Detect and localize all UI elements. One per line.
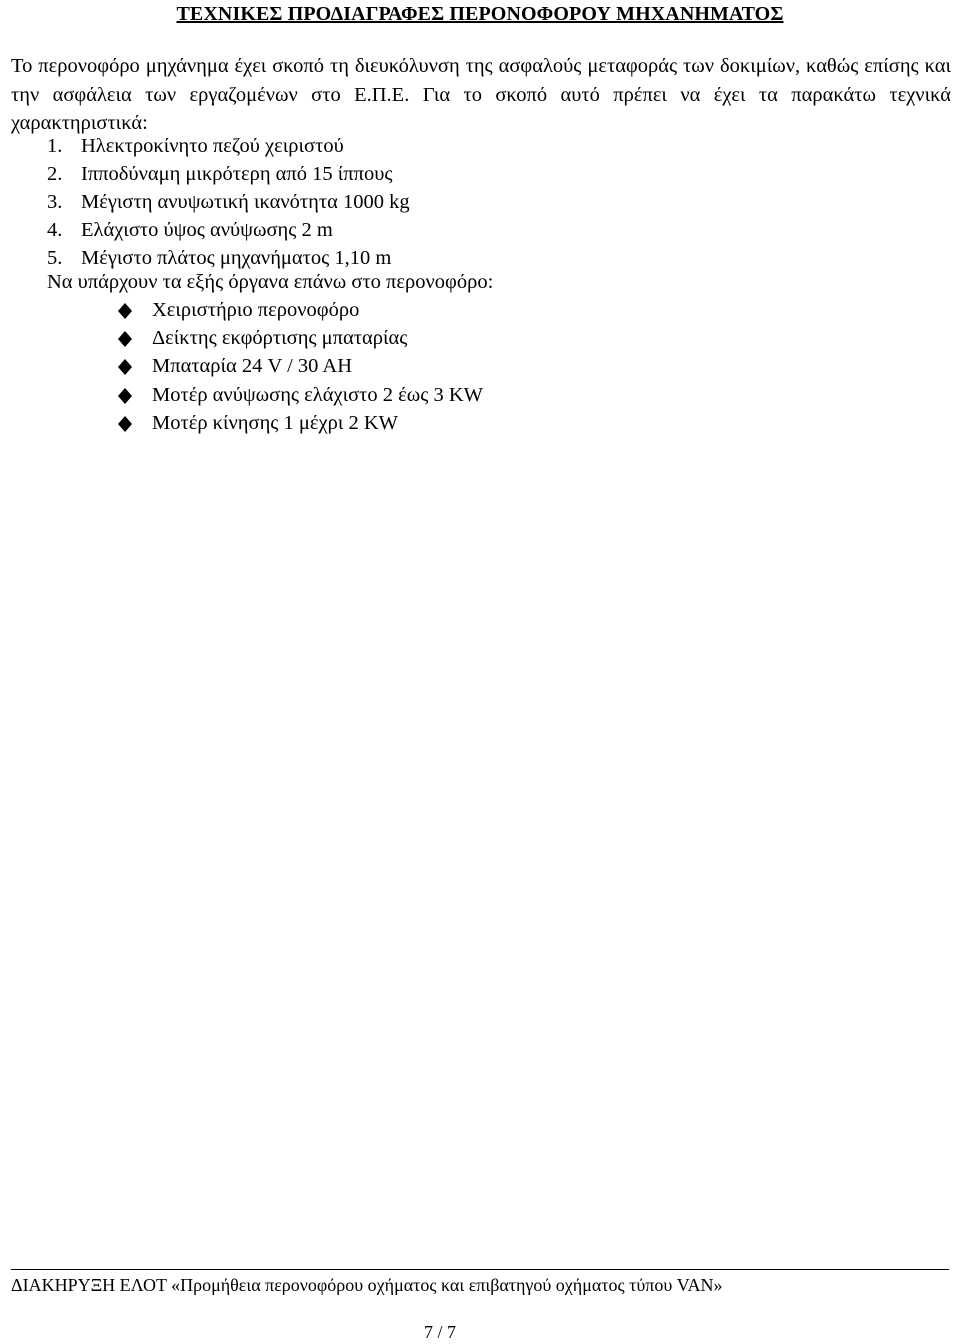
- diamond-bullet-icon: [118, 331, 132, 347]
- item-text: Μέγιστη ανυψωτική ικανότητα 1000 kg: [81, 191, 410, 213]
- diamond-bullet-icon: [118, 388, 132, 404]
- list-item: [47, 160, 410, 188]
- item-number: 1.: [47, 135, 63, 157]
- intro-paragraph: Το περονοφόρο μηχάνημα έχει σκοπό τη διευκόλυνση της ασφαλούς μεταφοράς των δοκιμίων, καθώς επίσης και την ασφάλεια των εργαζομένων στο Ε.Π.Ε. Για το σκοπό αυτό πρέπει να έχει τα παρακάτω τεχνικά χαρακτηριστικά:: [11, 55, 951, 134]
- item-text: Μπαταρία 24 V / 30 AH: [152, 355, 353, 378]
- item-number: 2.: [47, 163, 63, 185]
- item-text: Μέγιστο πλάτος μηχανήματος 1,10 m: [81, 247, 392, 269]
- item-text: Μοτέρ κίνησης 1 μέχρι 2 KW: [152, 411, 398, 434]
- document-title: ΤΕΧΝΙΚΕΣ ΠΡΟΔΙΑΓΡΑΦΕΣ ΠΕΡΟΝΟΦΟΡΟΥ ΜΗΧΑΝΗΜΑΤΟΣ: [176, 3, 784, 25]
- item-text: Μοτέρ ανύψωσης ελάχιστο 2 έως 3 KW: [152, 383, 483, 406]
- item-text: Ελάχιστο ύψος ανύψωσης 2 m: [81, 219, 333, 241]
- item-number: 4.: [47, 219, 63, 241]
- item-text: Ηλεκτροκίνητο πεζού χειριστού: [81, 135, 344, 157]
- footer-text: ΔΙΑΚΗΡΥΞΗ ΕΛΟΤ «Προμήθεια περονοφόρου οχήματος και επιβατηγού οχήματος τύπου VAN»: [11, 1275, 723, 1295]
- item-text: Χειριστήριο περονοφόρο: [152, 299, 360, 321]
- item-text: Δείκτης εκφόρτισης μπαταρίας: [152, 327, 408, 350]
- specs-list: [47, 132, 410, 272]
- instruments-list: [118, 296, 483, 437]
- diamond-bullet-icon: [118, 416, 132, 432]
- page-number: 7 / 7: [423, 1322, 456, 1342]
- footer-divider: [11, 1269, 949, 1270]
- diamond-bullet-icon: [118, 359, 132, 375]
- list-item: [118, 352, 483, 380]
- item-number: 3.: [47, 191, 63, 213]
- list-item: [118, 409, 483, 437]
- instruments-intro: Να υπάρχουν τα εξής όργανα επάνω στο περονοφόρο:: [47, 271, 494, 293]
- list-item: [47, 216, 410, 244]
- list-item: [118, 381, 483, 409]
- list-item: [47, 132, 410, 160]
- item-number: 5.: [47, 247, 63, 269]
- list-item: [47, 188, 410, 216]
- item-text: Ιπποδύναμη μικρότερη από 15 ίππους: [81, 163, 393, 185]
- list-item: [118, 296, 483, 324]
- diamond-bullet-icon: [118, 303, 132, 319]
- list-item: [118, 324, 483, 352]
